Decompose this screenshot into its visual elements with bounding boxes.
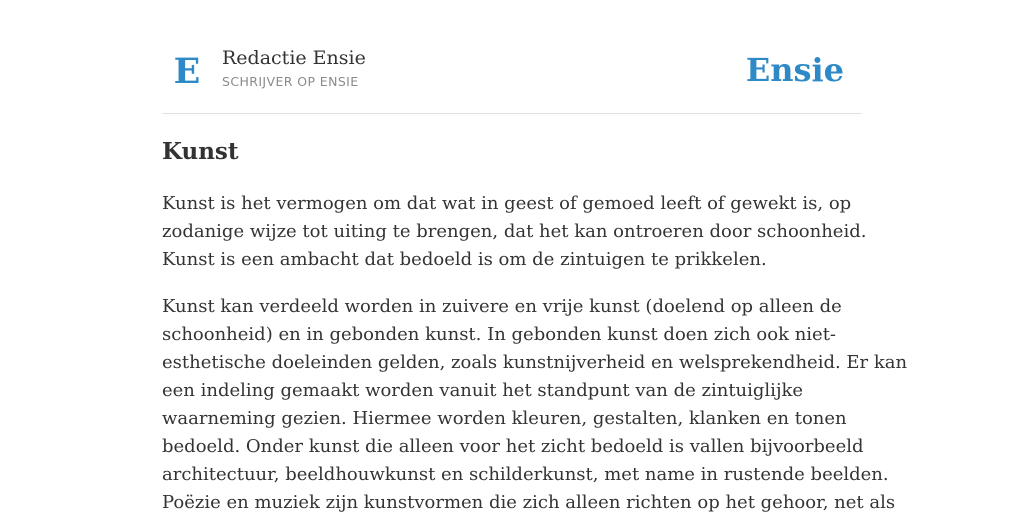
article-title: Kunst (162, 138, 239, 165)
paragraph-line: een indeling gemaakt worden vanuit het standpunt van de zintuiglijke (162, 380, 804, 401)
article-header (162, 0, 862, 114)
paragraph-line: esthetische doeleinden gelden, zoals kunstnijverheid en welsprekendheid. Er kan (162, 352, 908, 373)
paragraph-line: Kunst kan verdeeld worden in zuivere en vrije kunst (doelend op alleen de (162, 296, 842, 317)
paragraph-line: architectuur, beeldhouwkunst en schilderkunst, met name in rustende beelden. (162, 464, 889, 485)
author-avatar[interactable]: E (173, 51, 201, 92)
paragraph-line: zodanige wijze tot uiting te brengen, dat het kan ontroeren door schoonheid. (162, 221, 867, 242)
paragraph-line: bedoeld. Onder kunst die alleen voor het zicht bedoeld is vallen bijvoorbeeld (162, 436, 864, 457)
paragraph-line: Kunst is een ambacht dat bedoeld is om de zintuigen te prikkelen. (162, 249, 767, 270)
paragraph-line: Kunst is het vermogen om dat wat in geest of gemoed leeft of gewekt is, op (162, 193, 852, 214)
paragraph-line: waarneming gezien. Hiermee worden kleuren, gestalten, klanken en tonen (162, 408, 847, 429)
paragraph-line: schoonheid) en in gebonden kunst. In gebonden kunst doen zich ook niet- (162, 324, 837, 345)
paragraph-line: Poëzie en muziek zijn kunstvormen die zich alleen richten op het gehoor, net als (162, 492, 896, 512)
article-paragraph (162, 293, 908, 512)
author-name[interactable]: Redactie Ensie (222, 47, 366, 69)
article-paragraph (162, 190, 867, 274)
author-role: SCHRIJVER OP ENSIE (222, 74, 359, 89)
article-card (162, 0, 908, 512)
brand-logo[interactable]: Ensie (745, 51, 844, 89)
